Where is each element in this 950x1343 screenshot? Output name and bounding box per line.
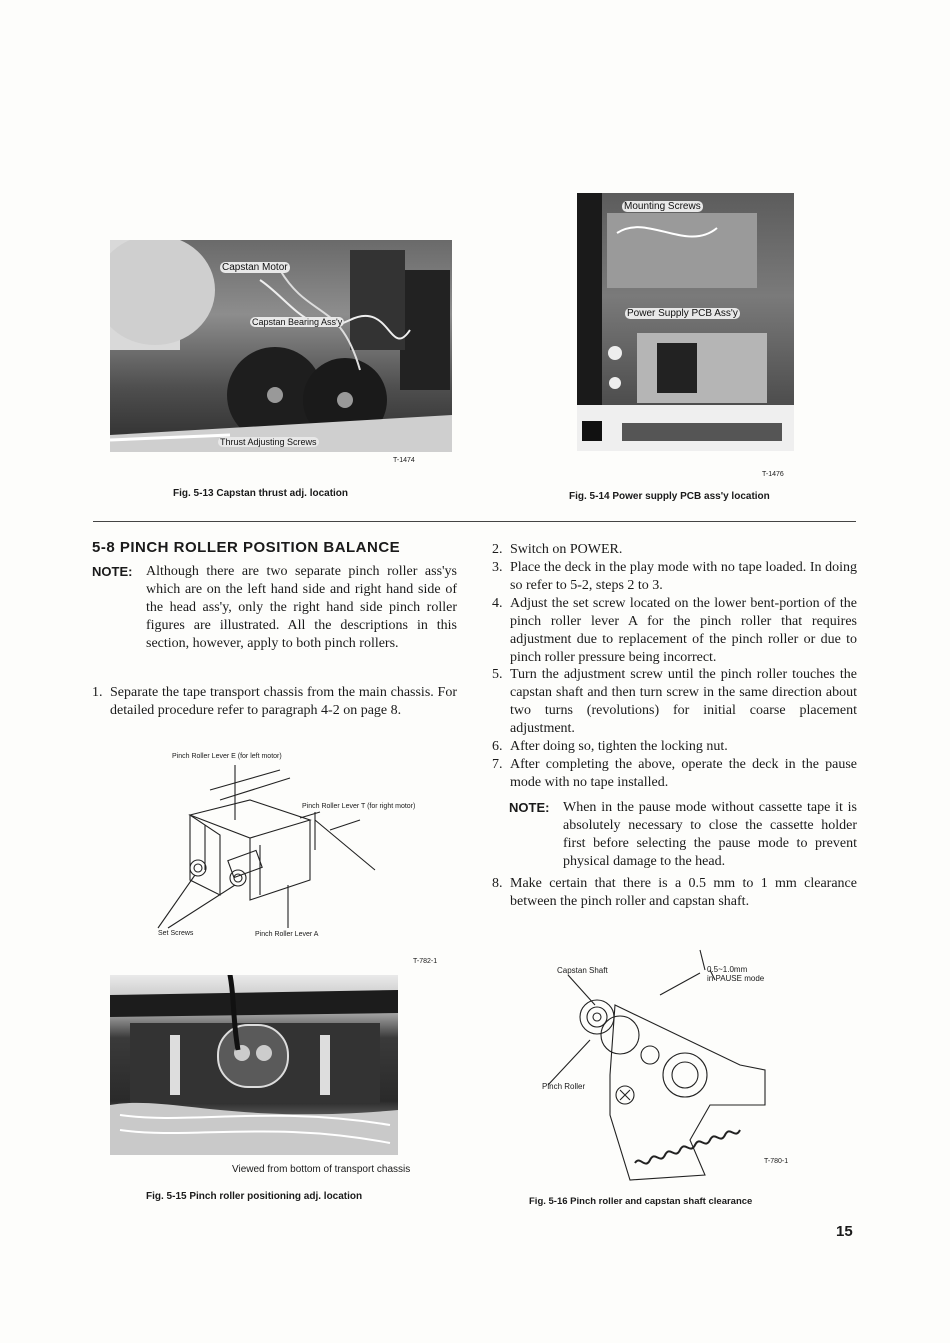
note-1-label: NOTE:: [92, 564, 133, 579]
step-1: [92, 684, 457, 720]
fig-5-14-caption: Fig. 5-14 Power supply PCB ass'y location: [569, 491, 770, 502]
note-1: [92, 563, 457, 653]
step-3: [492, 559, 857, 595]
step-3-text: Place the deck in the play mode with no tape loaded. In doing so refer to 5-2, steps 2 to 3.: [510, 560, 857, 593]
fig-5-15-photo-caption: Viewed from bottom of transport chassis: [232, 1164, 411, 1175]
step-7-num: 7.: [492, 757, 503, 772]
label-power-supply-pcb: Power Supply PCB Ass'y: [627, 308, 738, 319]
fig-5-15-diagram: [150, 760, 390, 935]
fig-5-15-photo: [110, 975, 398, 1155]
label-pinch-roller: Pinch Roller: [542, 1082, 586, 1091]
step-8: [492, 875, 857, 911]
step-2-text: Switch on POWER.: [510, 542, 623, 557]
label-capstan-motor: Capstan Motor: [222, 262, 288, 273]
fig-5-15-caption: Fig. 5-15 Pinch roller positioning adj. location: [146, 1191, 363, 1202]
step-2: [492, 541, 857, 559]
step-6: [492, 738, 857, 756]
step-3-num: 3.: [492, 560, 503, 575]
fig-5-16-diagram: [540, 945, 780, 1185]
fig-5-13-code: T-1474: [393, 457, 415, 464]
label-capstan-shaft: Capstan Shaft: [557, 966, 608, 975]
page-number: 15: [836, 1223, 853, 1240]
fig-5-16-code: T-780-1: [764, 1158, 789, 1165]
label-thrust-screws: Thrust Adjusting Screws: [220, 437, 317, 447]
step-5-num: 5.: [492, 667, 503, 682]
note-2: [509, 799, 857, 871]
label-lever-a: Pinch Roller Lever A: [255, 931, 319, 938]
step-1-text: Separate the tape transport chassis from the main chassis. For detailed procedure refer to paragraph 4-2 on page 8.: [110, 685, 457, 718]
fig-5-15-code: T-782-1: [413, 958, 438, 965]
fig-5-14-photo-graphic: [577, 193, 794, 451]
step-4: [492, 595, 857, 667]
fig-5-16-caption: Fig. 5-16 Pinch roller and capstan shaft clearance: [529, 1196, 753, 1207]
label-mounting-screws: Mounting Screws: [624, 201, 701, 212]
fig-5-13-photo: [110, 240, 452, 452]
section-divider: [93, 521, 856, 522]
step-7-text: After completing the above, operate the deck in the pause mode with no tape installed.: [510, 757, 857, 790]
fig-5-14-photo: [577, 193, 794, 451]
section-heading: 5-8 PINCH ROLLER POSITION BALANCE: [92, 539, 401, 556]
label-clearance-2: in PAUSE mode: [707, 974, 765, 983]
fig-5-14-code: T-1476: [762, 471, 784, 478]
step-8-text: Make certain that there is a 0.5 mm to 1 mm clearance between the pinch roller and capstan shaft.: [510, 876, 857, 909]
label-lever-t: Pinch Roller Lever T (for right motor): [302, 803, 416, 810]
step-4-num: 4.: [492, 596, 503, 611]
note-2-text: When in the pause mode without cassette tape it is absolutely necessary to close the cassette holder first before selecting the pause mode to prevent physical damage to the head.: [563, 800, 857, 869]
step-2-num: 2.: [492, 542, 503, 557]
step-7: [492, 756, 857, 792]
note-2-label: NOTE:: [509, 800, 550, 815]
step-5: [492, 666, 857, 738]
label-set-screws: Set Screws: [158, 930, 194, 937]
step-6-num: 6.: [492, 739, 503, 754]
label-clearance-1: 0.5~1.0mm: [707, 965, 748, 974]
step-1-num: 1.: [92, 685, 103, 700]
fig-5-13-caption: Fig. 5-13 Capstan thrust adj. location: [173, 488, 349, 499]
step-8-num: 8.: [492, 876, 503, 891]
note-1-text: Although there are two separate pinch roller ass'ys which are on the left hand side and right hand side of the head ass'y, only the right hand side pinch roller figures are illustrated. All the descriptions in this section, however, apply to both pinch rollers.: [146, 564, 457, 651]
label-capstan-bearing: Capstan Bearing Ass'y: [252, 317, 343, 327]
step-5-text: Turn the adjustment screw until the pinch roller touches the capstan shaft and then turn screw in the same direction about two turns (revolutions) for initial coarse placement adjustment.: [510, 667, 857, 736]
label-lever-e: Pinch Roller Lever E (for left motor): [172, 753, 282, 760]
step-6-text: After doing so, tighten the locking nut.: [510, 739, 728, 754]
step-4-text: Adjust the set screw located on the lower bent-portion of the pinch roller lever A for the pinch roller that requires adjustment due to replacement of the pinch roller or due to pinch roller pressure being incorrect.: [510, 596, 857, 665]
fig-5-15-photo-graphic: [110, 975, 398, 1155]
